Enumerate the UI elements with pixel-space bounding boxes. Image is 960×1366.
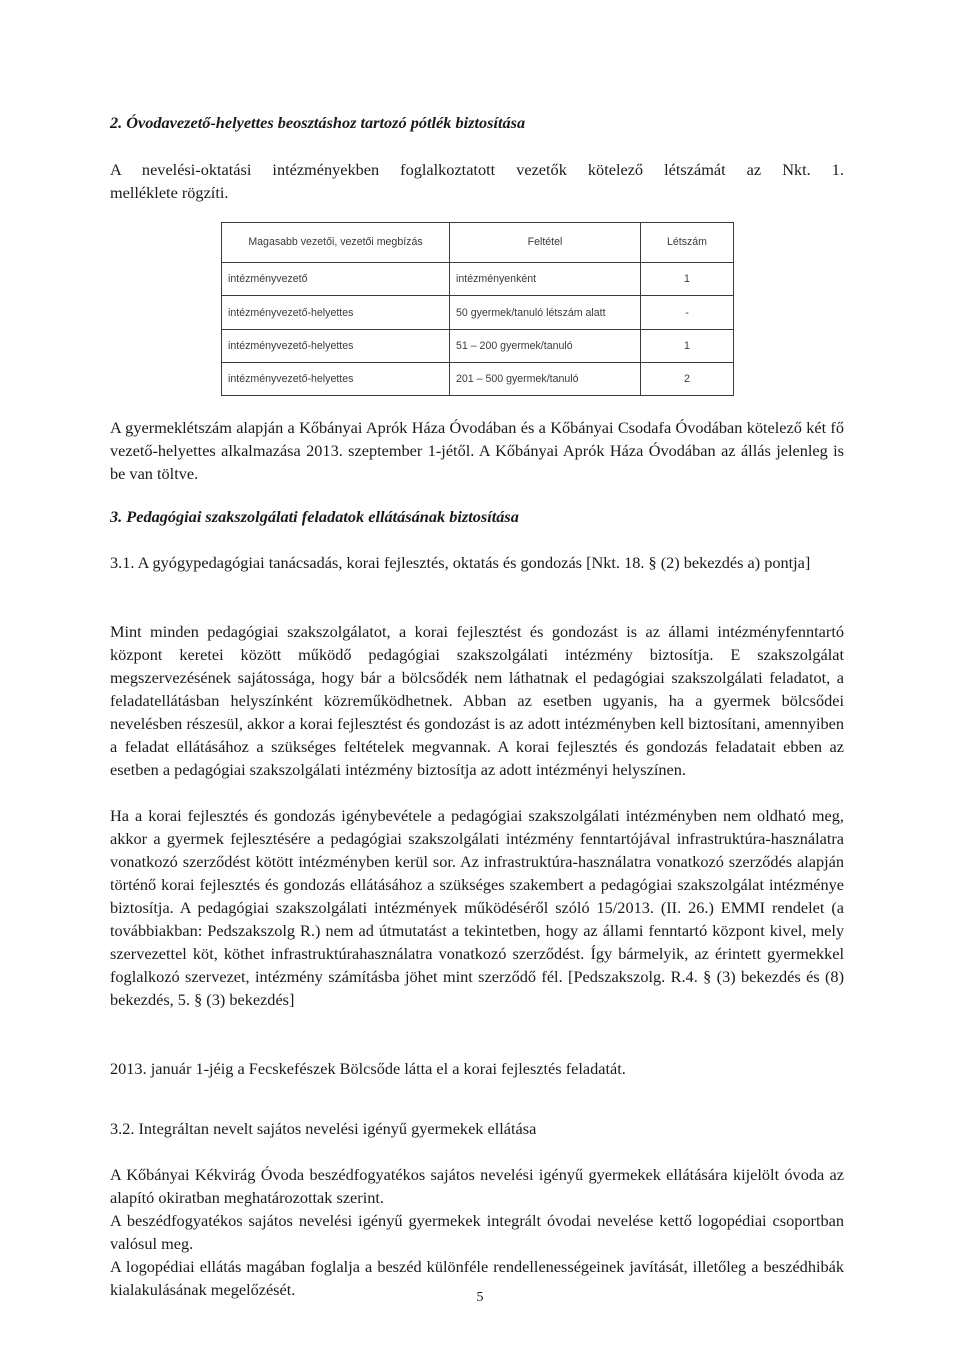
table-cell: 2	[641, 362, 734, 395]
section-3-1-paragraph-3: 2013. január 1-jéig a Fecskefészek Bölcsőde látta el a korai fejlesztés feladatát.	[110, 1059, 626, 1078]
section-3-1-heading: 3.1. A gyógypedagógiai tanácsadás, korai fejlesztés, oktatás és gondozás [Nkt. 18. § (2) bekezdés a) pontja]	[110, 553, 811, 572]
table-cell: 50 gyermek/tanuló létszám alatt	[450, 296, 641, 329]
table-cell: intézményvezető-helyettes	[222, 362, 450, 395]
table-row	[222, 329, 734, 362]
table-cell: -	[641, 296, 734, 329]
table-cell: 1	[641, 329, 734, 362]
header-headcount: Létszám	[641, 223, 734, 263]
table-header-row	[222, 223, 734, 263]
table-cell: 1	[641, 263, 734, 296]
section-3-1-paragraph-2: Ha a korai fejlesztés és gondozás igénybevétele a pedagógiai szakszolgálati intézményben nem oldható meg, akkor a gyermek fejlesztésére a pedagógiai szakszolgálati intézmény fenntartójával infrastruktúra-használatra vonatkozó szerződést kötött intézményben kerül sor. Az infrastruktúra-használatra vonatkozó szerződés alapján történő korai fejlesztés és gondozás ellátásához a szükséges szakembert a pedagógiai szakszolgálat intézménye biztosítja. A pedagógiai szakszolgálati intézmények működéséről szóló 15/2013. (II. 26.) EMMI rendelet (a továbbiakban: Pedszakszolg R.) nem ad útmutatást a tekintetben, hogy az állami fenntartó központ kivel, mely szervezettel köt, köthet infrastruktúrahasználatra vonatkozó szerződést. Így bármelyik, az érintett gyermekkel foglalkozó szervezet, intézmény számításba jöhet mint szerződő fél. [Pedszakszolg. R.4. § (3) bekezdés és (8) bekezdés, 5. § (3) bekezdés]	[110, 806, 844, 1009]
section-3-2-paragraph-3: A logopédiai ellátás magában foglalja a beszéd különféle rendellenességeinek javítását, illetőleg a beszédhibák kialakulásának megelőzését.	[110, 1257, 844, 1299]
table-cell: intézményvezető-helyettes	[222, 329, 450, 362]
table-cell: intézményvezető-helyettes	[222, 296, 450, 329]
section-3-2-paragraph-1: A Kőbányai Kékvirág Óvoda beszédfogyatékos sajátos nevelési igényű gyermekek ellátására kijelölt óvoda az alapító okiratban meghatározottak szerint.	[110, 1165, 844, 1207]
table-cell: intézményenként	[450, 263, 641, 296]
page-number: 5	[476, 1290, 484, 1305]
intro-line-1: A nevelési-oktatási intézményekben foglalkoztatott vezetők kötelező létszámát az Nkt. 1.	[110, 160, 844, 179]
section-2-intro	[110, 158, 844, 204]
section-2-heading: 2. Óvodavezető-helyettes beosztáshoz tartozó pótlék biztosítása	[110, 113, 526, 132]
intro-line-2: melléklete rögzíti.	[110, 183, 229, 202]
table-row	[222, 263, 734, 296]
header-condition: Feltétel	[450, 223, 641, 263]
section-3-2-heading: 3.2. Integráltan nevelt sajátos nevelési igényű gyermekek ellátása	[110, 1119, 537, 1138]
header-mandate: Magasabb vezetői, vezetői megbízás	[222, 223, 450, 263]
table-cell: 201 – 500 gyermek/tanuló	[450, 362, 641, 395]
paragraph-staffing: A gyermeklétszám alapján a Kőbányai Aprók Háza Óvodában és a Kőbányai Csodafa Óvodában kötelező két fő vezető-helyettes alkalmazása 2013. szeptember 1-jétől. A Kőbányai Aprók Háza Óvodában az állás jelenleg is be van töltve.	[110, 418, 844, 483]
table-cell: 51 – 200 gyermek/tanuló	[450, 329, 641, 362]
leader-requirements-table	[221, 222, 734, 396]
section-3-2-paragraph-2: A beszédfogyatékos sajátos nevelési igényű gyermekek integrált óvodai nevelése kettő logopédiai csoportban valósul meg.	[110, 1211, 844, 1253]
table-row	[222, 296, 734, 329]
section-3-1-paragraph-1: Mint minden pedagógiai szakszolgálatot, a korai fejlesztést és gondozást is az állami intézményfenntartó központ keretei között működő pedagógiai szakszolgálati intézmény biztosítja. E szakszolgálat megszervezésének sajátossága, hogy bár a bölcsődék nem láthatnak el pedagógiai szakszolgálati feladatot, a feladatellátásban helyszínként közreműködhetnek. Abban az esetben ugyanis, ha a gyermek bölcsődei nevelésben részesül, akkor a korai fejlesztést és gondozást is az adott intézményben kell biztosítani, amennyiben a feladat ellátásához a szükséges feltételek megvannak. A korai fejlesztés és gondozás feladatait ebben az esetben a pedagógiai szakszolgálati intézmény biztosítja az adott intézményi helyszínen.	[110, 622, 844, 779]
table-cell: intézményvezető	[222, 263, 450, 296]
section-3-heading: 3. Pedagógiai szakszolgálati feladatok ellátásának biztosítása	[110, 507, 519, 526]
table-row	[222, 362, 734, 395]
